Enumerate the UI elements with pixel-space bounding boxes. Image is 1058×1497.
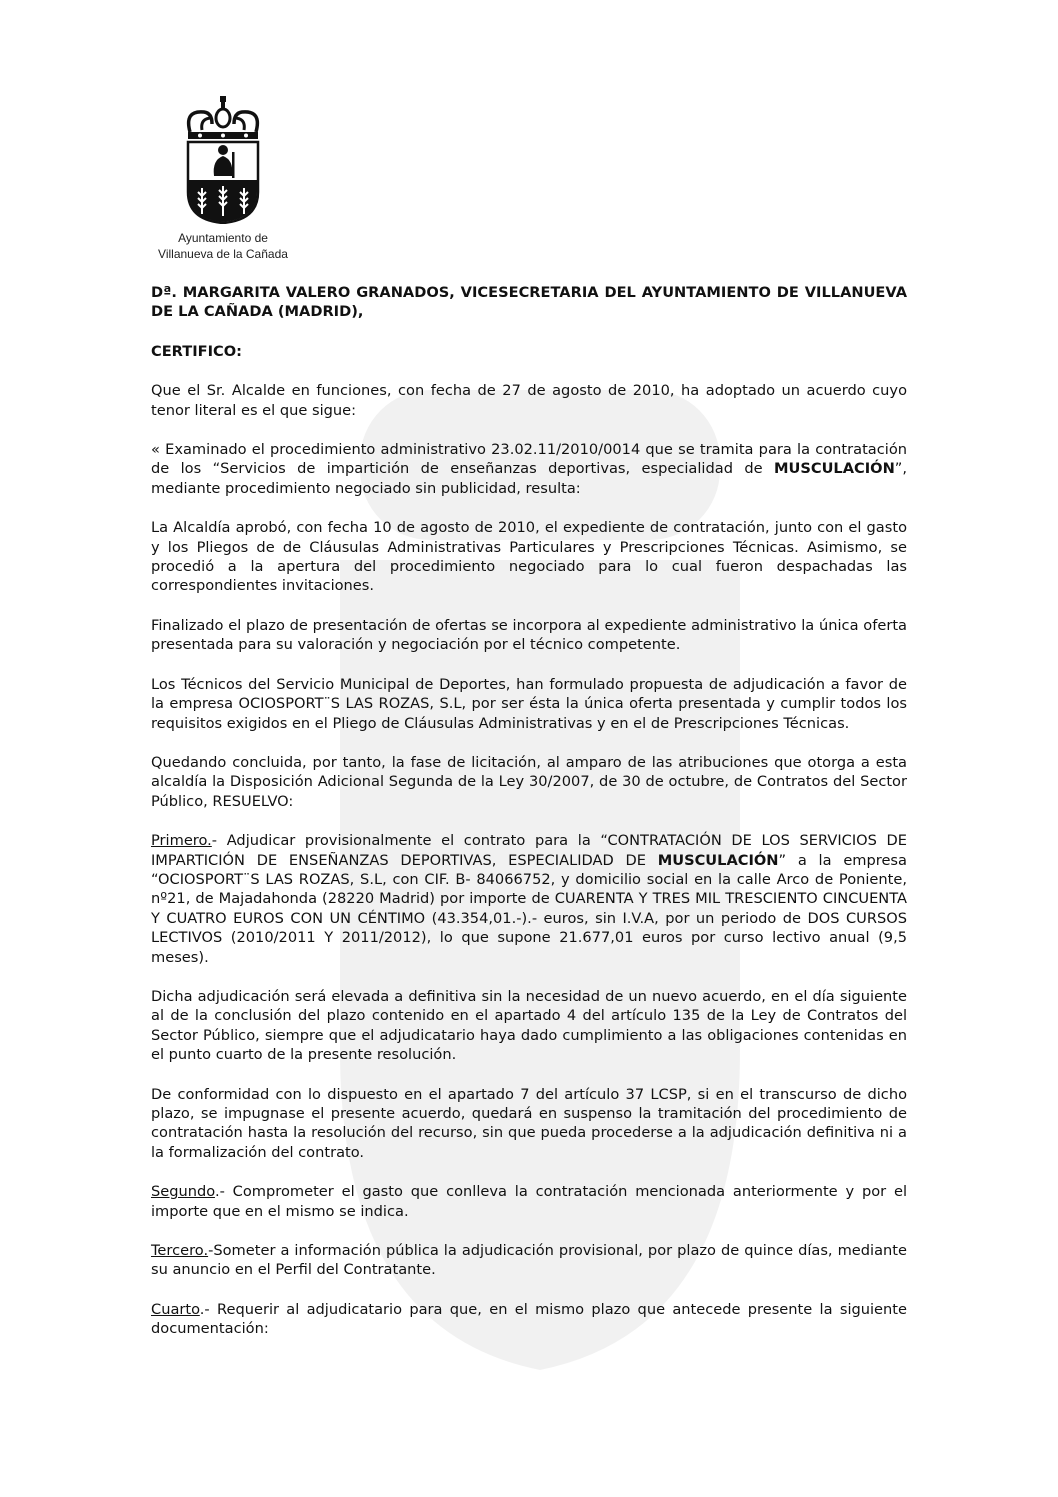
- paragraph-dicha: Dicha adjudicación será elevada a definitiva sin la necesidad de un nuevo acuerdo, en el día siguiente al de la conclusión del plazo contenido en el apartado 4 del artículo 135 de la Ley de Contratos del Sector Público, siempre que el adjudicatario haya dado cumplimiento a las obligaciones contenidas en el punto cuarto de la presente resolución.: [151, 987, 907, 1064]
- segundo-label: Segundo: [151, 1183, 215, 1201]
- paragraph-cuarto: [151, 1300, 907, 1339]
- paragraph-tecnicos: Los Técnicos del Servicio Municipal de Deportes, han formulado propuesta de adjudicación a favor de la empresa OCIOSPORT¨S LAS ROZAS, S.L, por ser ésta la única oferta presentada y cumplir todos los requisitos exigidos en el Pliego de Cláusulas Administrativas y en el de Prescripciones Técnicas.: [151, 675, 907, 732]
- paragraph-conformidad: De conformidad con lo dispuesto en el apartado 7 del artículo 37 LCSP, si en el transcurso de dicho plazo, se impugnase el presente acuerdo, quedará en suspenso la tramitación del procedimiento de contratación hasta la resolución del recurso, sin que pueda procederse a la adjudicación definitiva ni a la formalización del contrato.: [151, 1085, 907, 1161]
- certifico-label: CERTIFICO:: [151, 342, 242, 360]
- certifier-heading: Dª. MARGARITA VALERO GRANADOS, VICESECRETARIA DEL AYUNTAMIENTO DE VILLANUEVA DE LA CAÑADA (MADRID),: [151, 284, 907, 321]
- primero-musculacion: MUSCULACIÓN: [657, 851, 779, 869]
- paragraph-segundo: [151, 1182, 907, 1221]
- cuarto-label: Cuarto: [151, 1300, 200, 1318]
- cuarto-text: .- Requerir al adjudicatario para que, en el mismo plazo que antecede presente la siguiente documentación:: [151, 1300, 907, 1338]
- logo-caption-line2: Villanueva de la Cañada: [158, 247, 288, 261]
- paragraph-finalizado: Finalizado el plazo de presentación de ofertas se incorpora al expediente administrativo la única oferta presentada para su valoración y negociación por el técnico competente.: [151, 616, 907, 654]
- primero-text: - Adjudicar provisionalmente el contrato para la “CONTRATACIÓN DE LOS SERVICIOS DE IMPARTICIÓN DE ENSEÑANZAS DEPORTIVAS, ESPECIALIDAD DE: [151, 832, 907, 869]
- logo-caption: [148, 230, 298, 262]
- primero-label: Primero.: [151, 832, 212, 850]
- municipal-logo: [148, 96, 298, 266]
- primero-text-end: ” a la empresa “OCIOSPORT¨S LAS ROZAS, S.L, con CIF. B- 84066752, y domicilio social en la calle Arco de Poniente, nº21, de Majadahonda (28220 Madrid) por importe de CUARENTA Y TRES MIL TRESCIENTO CINCUENTA Y CUATRO EUROS CON UN CÉNTIMO (43.354,01.-).- euros, sin I.V.A, por un periodo de DOS CURSOS LECTIVOS (2010/2011 Y 2011/2012), lo que supone 21.677,01 euros por curso lectivo anual (9,5 meses).: [151, 851, 907, 966]
- segundo-text: .- Comprometer el gasto que conlleva la contratación mencionada anteriormente y por el importe que en el mismo se indica.: [151, 1183, 907, 1220]
- paragraph-examinado: [151, 440, 907, 498]
- logo-caption-line1: Ayuntamiento de: [178, 231, 268, 245]
- coat-of-arms-icon: [182, 96, 264, 224]
- paragraph-examinado-text: « Examinado el procedimiento administrativo 23.02.11/2010/0014 que se tramita para la contratación de los “Servicios de impartición de enseñanzas deportivas, especialidad de: [151, 441, 907, 478]
- tercero-text: -Someter a información pública la adjudicación provisional, por plazo de quince días, mediante su anuncio en el Perfil del Contratante.: [151, 1242, 907, 1279]
- paragraph-intro: Que el Sr. Alcalde en funciones, con fecha de 27 de agosto de 2010, ha adoptado un acuerdo cuyo tenor literal es el que sigue:: [151, 382, 907, 419]
- tercero-label: Tercero.: [151, 1242, 209, 1260]
- paragraph-tercero: [151, 1241, 907, 1280]
- musculacion-bold: MUSCULACIÓN: [773, 460, 895, 478]
- document-body: [151, 283, 907, 1359]
- paragraph-examinado-end: ”, mediante procedimiento negociado sin publicidad, resulta:: [151, 460, 907, 497]
- paragraph-primero: [151, 831, 907, 967]
- paragraph-quedando: Quedando concluida, por tanto, la fase de licitación, al amparo de las atribuciones que otorga a esta alcaldía la Disposición Adicional Segunda de la Ley 30/2007, de 30 de octubre, de Contratos del Sector Público, RESUELVO:: [151, 753, 907, 810]
- paragraph-alcaldia: La Alcaldía aprobó, con fecha 10 de agosto de 2010, el expediente de contratación, junto con el gasto y los Pliegos de de Cláusulas Administrativas Particulares y Prescripciones Técnicas. Asimismo, se procedió a la apertura del procedimiento negociado para lo cual fueron despachadas las correspondientes invitaciones.: [151, 519, 907, 595]
